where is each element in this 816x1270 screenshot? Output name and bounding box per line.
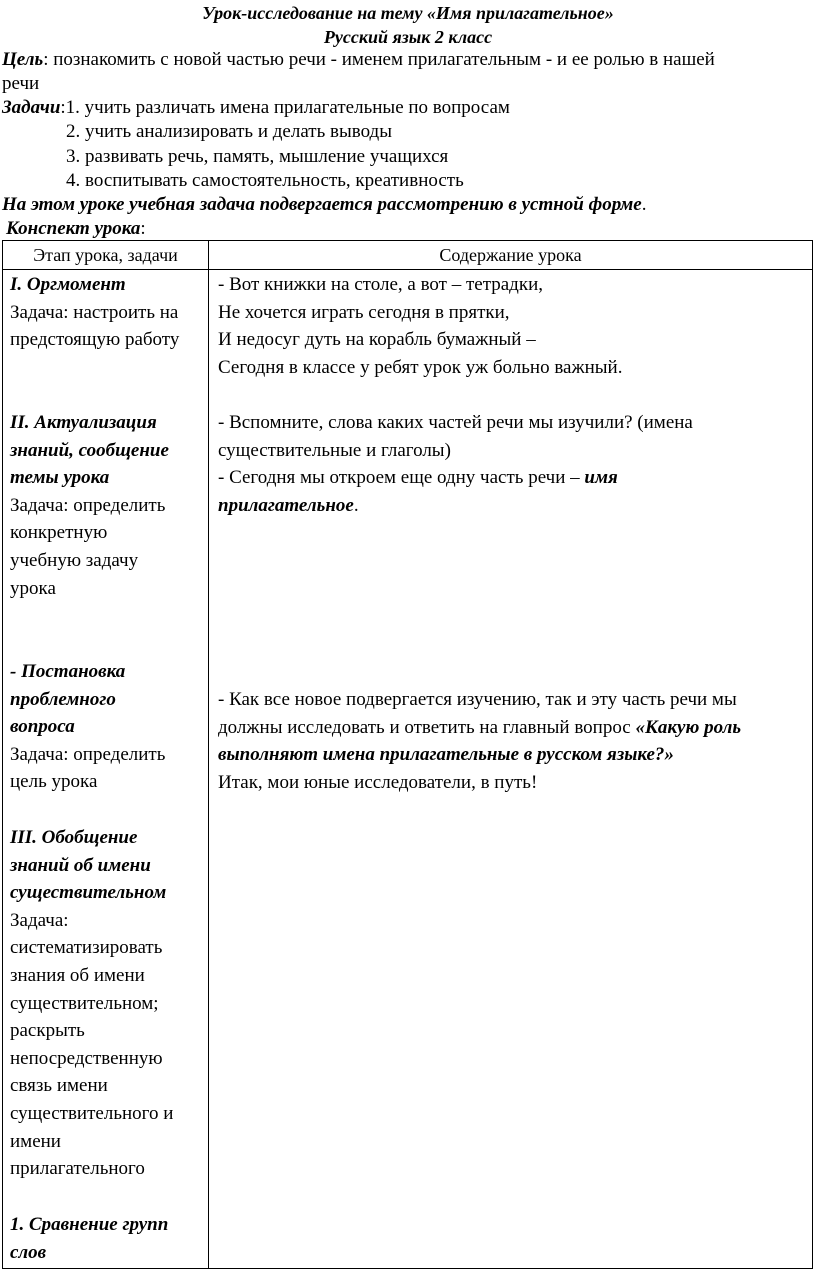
goal-text: : познакомить с новой частью речи - именем прилагательным - и ее ролью в нашей	[43, 49, 715, 70]
stage-title-line: слов	[10, 1241, 47, 1263]
summary-line	[6, 217, 812, 241]
stage-task-line: учебную задачу	[10, 549, 139, 571]
content-text: должны исследовать и ответить на главный вопрос	[218, 716, 636, 738]
content-emphasis: прилагательное	[218, 494, 354, 516]
header-content: Содержание урока	[209, 241, 813, 270]
stage-title-line: проблемного	[10, 688, 116, 710]
content-line: выполняют имена прилагательные в русском языке?»	[218, 744, 674, 766]
stage-title-line: существительном	[10, 882, 167, 904]
summary-colon: :	[140, 218, 146, 239]
content-emphasis: «Какую роль	[635, 716, 742, 738]
stage-problem-question	[10, 658, 165, 796]
stage-word-comparison	[10, 1211, 168, 1266]
stage-task-line: связь имени	[10, 1075, 108, 1097]
stage-orgmoment	[10, 271, 179, 354]
content-problem-question	[218, 686, 802, 796]
poem-line: Сегодня в классе у ребят урок уж больно важный.	[218, 356, 623, 378]
stage-task-line: урока	[10, 577, 56, 599]
table-row	[3, 270, 813, 1269]
stage-task-line: существительного и	[10, 1102, 174, 1124]
lesson-plan-table	[2, 240, 813, 1269]
content-actualization	[218, 409, 802, 519]
stage-task-line: предстоящую работу	[10, 329, 180, 351]
stages-cell	[3, 270, 209, 1269]
stage-task-line: цель урока	[10, 771, 98, 793]
stage-title-line: - Постановка	[10, 661, 126, 682]
content-line: существительные и глаголы)	[218, 439, 451, 461]
lesson-note-end: .	[641, 194, 647, 215]
task-item-2: 2. учить анализировать и делать выводы	[66, 121, 392, 142]
stage-task-line: конкретную	[10, 522, 108, 544]
content-line	[218, 464, 802, 492]
lesson-note-text: На этом уроке учебная задача подвергается рассмотрению в устной форме	[2, 194, 642, 215]
goal-line	[2, 48, 812, 72]
lesson-note	[2, 193, 812, 217]
content-line	[218, 714, 802, 742]
content-text: .	[353, 494, 359, 516]
task-item-3: 3. развивать речь, память, мышление учащихся	[66, 146, 449, 167]
stage-title-line: знаний об имени	[10, 854, 151, 876]
stage-title-line: III. Обобщение	[10, 827, 138, 848]
stage-title: I. Оргмомент	[10, 274, 126, 295]
poem-line: - Вот книжки на столе, а вот – тетрадки,	[218, 274, 543, 295]
stage-task-line: непосредственную	[10, 1047, 163, 1069]
content-line: - Вспомните, слова каких частей речи мы изучили? (имена	[218, 412, 693, 433]
stage-title-line: II. Актуализация	[10, 412, 157, 433]
stage-task-line: имени	[10, 1130, 61, 1152]
document-subtitle: Русский язык 2 класс	[323, 27, 493, 47]
table-header-row	[3, 241, 813, 270]
tasks-label: Задачи	[2, 97, 61, 118]
stage-task-line: Задача: настроить на	[10, 301, 179, 323]
tasks-line	[2, 96, 812, 120]
header-stage: Этап урока, задачи	[3, 241, 209, 270]
summary-label: Конспект урока	[6, 218, 141, 239]
stage-title-line: темы урока	[10, 467, 110, 489]
document-title: Урок-исследование на тему «Имя прилагательное»	[202, 3, 614, 23]
stage-task-line: прилагательного	[10, 1158, 145, 1180]
poem-line: И недосуг дуть на корабль бумажный –	[218, 329, 536, 351]
poem-line: Не хочется играть сегодня в прятки,	[218, 301, 510, 323]
content-text: - Сегодня мы откроем еще одну часть речи –	[218, 467, 585, 489]
stage-task-line: Задача: определить	[10, 494, 166, 516]
stage-actualization	[10, 409, 169, 602]
task-item-4: 4. воспитывать самостоятельность, креативность	[66, 170, 464, 191]
task-item-1: :1. учить различать имена прилагательные по вопросам	[60, 97, 510, 118]
stage-task-line: знания об имени	[10, 964, 145, 986]
goal-label: Цель	[2, 49, 44, 70]
stage-title-line: вопроса	[10, 716, 75, 738]
stage-title-line: знаний, сообщение	[10, 439, 169, 461]
stage-generalization	[10, 824, 173, 1183]
content-cell	[209, 270, 813, 1269]
content-line	[218, 492, 802, 520]
goal-line-cont: речи	[2, 73, 40, 94]
stage-title-line: 1. Сравнение групп	[10, 1214, 169, 1235]
content-line: Итак, мои юные исследователи, в путь!	[218, 771, 538, 793]
content-line: - Как все новое подвергается изучению, так и эту часть речи мы	[218, 689, 737, 710]
content-poem	[218, 271, 802, 381]
stage-task-line: систематизировать	[10, 937, 163, 959]
stage-task-line: раскрыть	[10, 1020, 85, 1042]
stage-task-line: Задача: определить	[10, 743, 166, 765]
stage-task-line: Задача:	[10, 909, 69, 931]
content-emphasis: имя	[584, 467, 618, 489]
stage-task-line: существительном;	[10, 992, 159, 1014]
